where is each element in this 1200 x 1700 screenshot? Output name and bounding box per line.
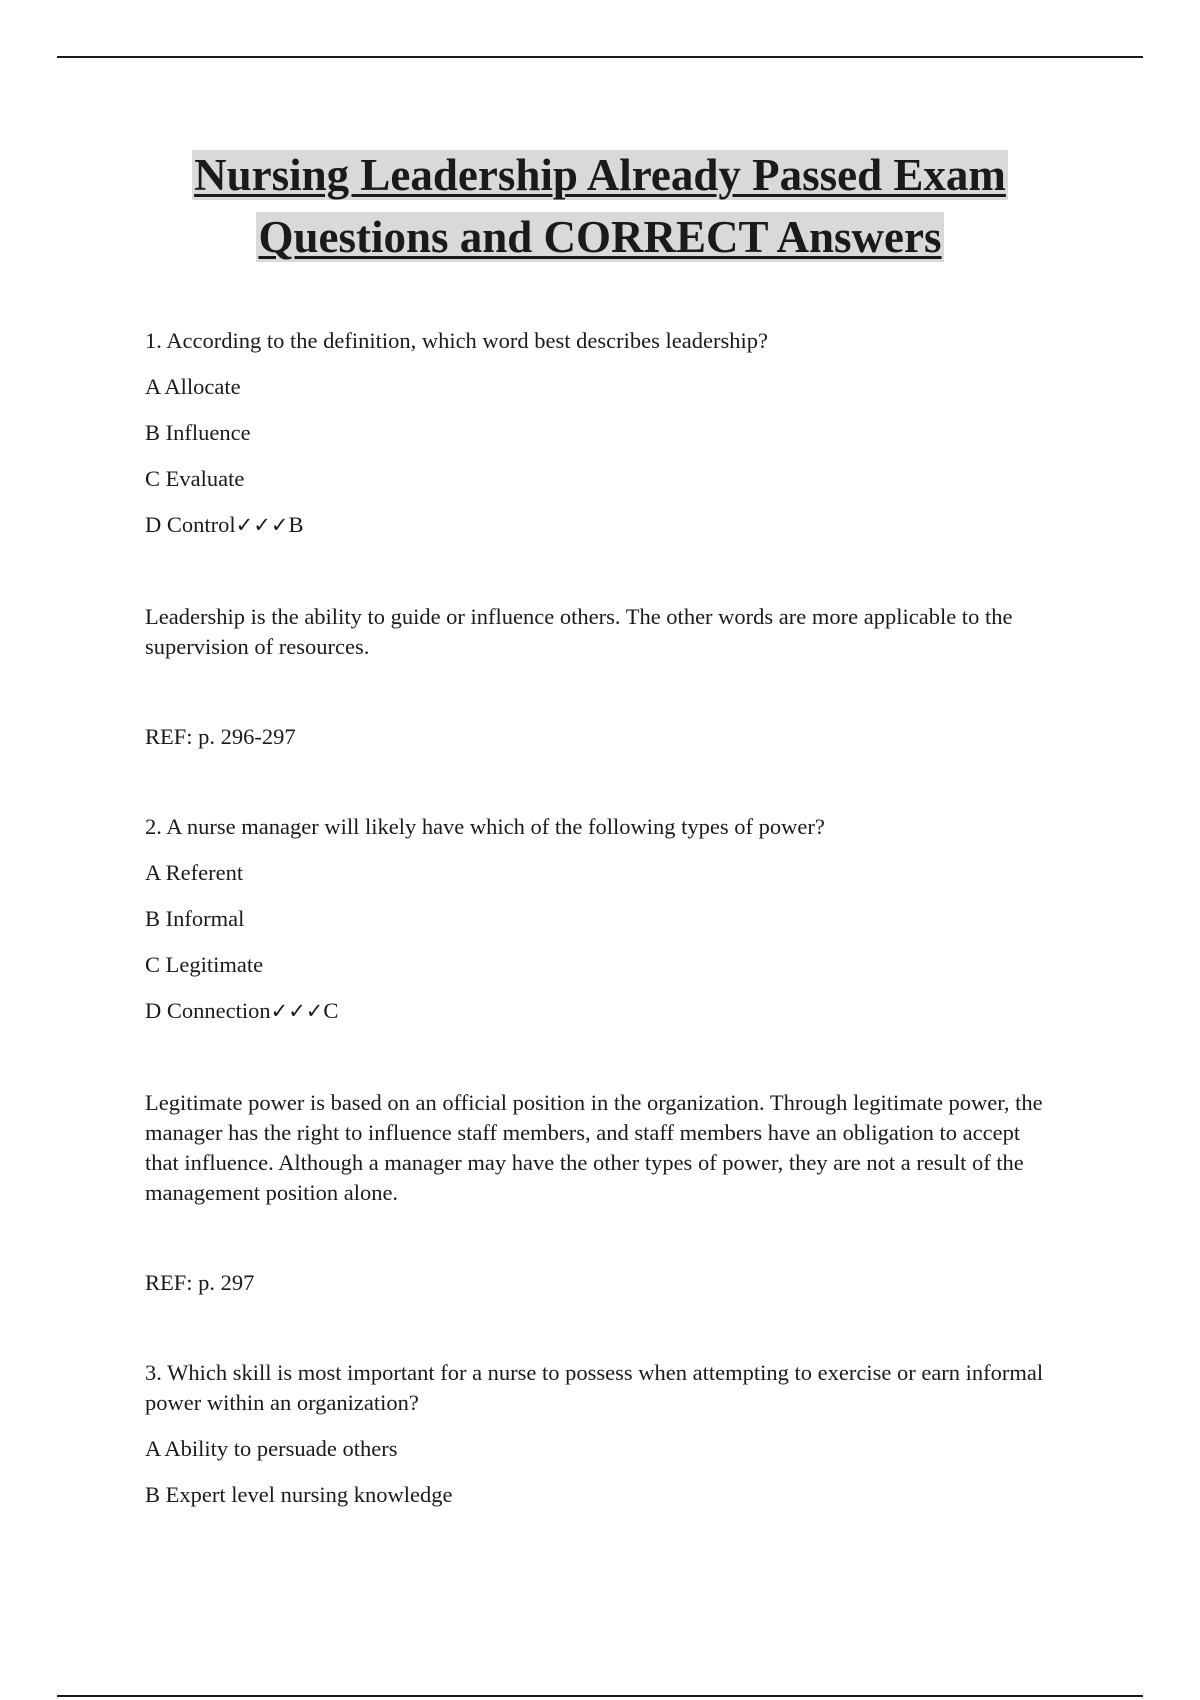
correct-answer: C (323, 998, 339, 1023)
option-d-text: D Control (145, 512, 236, 537)
checkmark-icon: ✓✓✓ (235, 513, 289, 537)
option-a: A Allocate (145, 374, 241, 399)
option-d (145, 510, 1055, 540)
exam-content (145, 326, 1055, 1526)
option-d-text: D Connection (145, 998, 271, 1023)
reference: REF: p. 297 (145, 1270, 255, 1295)
option-b: B Influence (145, 420, 251, 445)
option-a: A Referent (145, 860, 244, 885)
correct-answer: B (288, 512, 304, 537)
option-c: C Evaluate (145, 466, 245, 491)
title-line-1: Nursing Leadership Already Passed Exam (194, 150, 1006, 200)
option-d (145, 996, 1055, 1026)
option-b: B Expert level nursing knowledge (145, 1482, 453, 1507)
title-line-2: Questions and CORRECT Answers (258, 212, 942, 262)
question-text: 2. A nurse manager will likely have which of the following types of power? (145, 814, 825, 839)
question-block-1 (145, 326, 1055, 752)
document-title (0, 144, 1200, 268)
answer-explanation: Legitimate power is based on an official position in the organization. Through legitimate power, the manager has the right to influence staff members, and staff members have an obligation to accept that influence. Although a manager may have the other types of power, they are not a result of the management position alone. (145, 1090, 1043, 1205)
option-a: A Ability to persuade others (145, 1436, 398, 1461)
question-text: 3. Which skill is most important for a nurse to possess when attempting to exercise or earn informal power within an organization? (145, 1360, 1049, 1415)
reference: REF: p. 296-297 (145, 724, 296, 749)
option-c: C Legitimate (145, 952, 264, 977)
bottom-rule (57, 1695, 1143, 1697)
question-block-2 (145, 812, 1055, 1298)
answer-explanation: Leadership is the ability to guide or influence others. The other words are more applicable to the supervision of resources. (145, 604, 1013, 659)
top-rule (57, 56, 1143, 58)
question-block-3 (145, 1358, 1055, 1510)
option-b: B Informal (145, 906, 245, 931)
checkmark-icon: ✓✓✓ (270, 999, 324, 1023)
question-text: 1. According to the definition, which word best describes leadership? (145, 328, 768, 353)
